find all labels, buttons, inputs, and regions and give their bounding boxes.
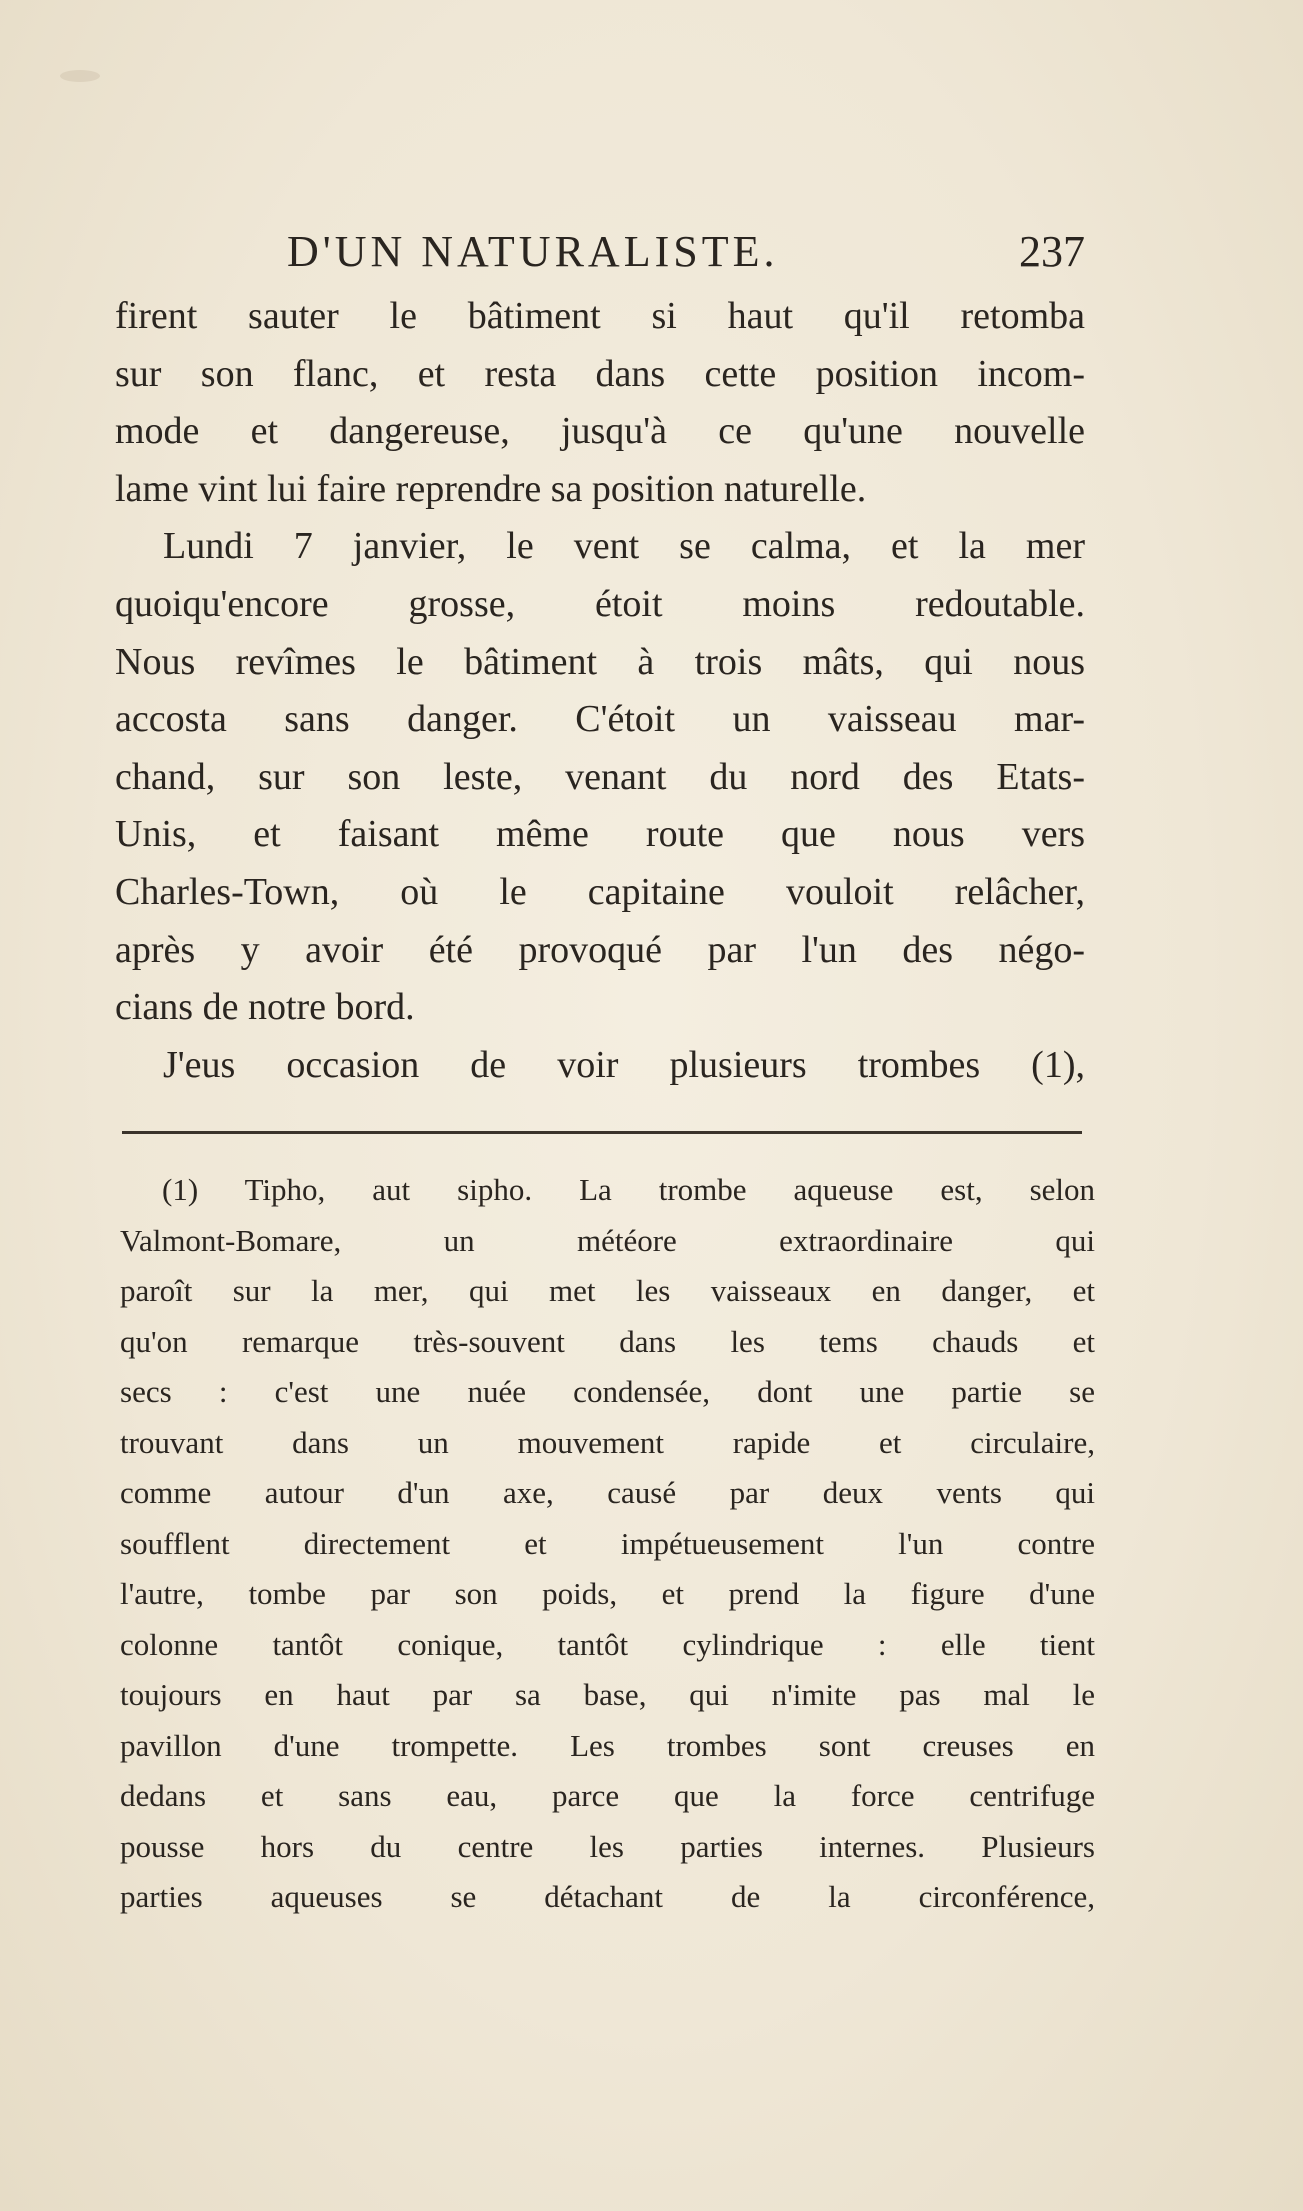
footnote (120, 1165, 1095, 1923)
body-line: mode et dangereuse, jusqu'à ce qu'une nouvelle (115, 410, 1085, 453)
body-line: J'eus occasion de voir plusieurs trombes (1), (163, 1043, 1085, 1086)
body-line: lame vint lui faire reprendre sa position naturelle. (115, 467, 867, 510)
paper-stain (60, 70, 100, 82)
footnote-line: soufflent directement et impétueusement l'un contre (120, 1525, 1095, 1561)
body-line: accosta sans danger. C'étoit un vaisseau mar- (115, 698, 1085, 741)
footnote-line: qu'on remarque très-souvent dans les tems chauds et (120, 1323, 1095, 1359)
footnote-separator-rule (122, 1131, 1082, 1134)
page-header (115, 222, 1085, 282)
body-line: sur son flanc, et resta dans cette position incom- (115, 352, 1085, 395)
footnote-line: comme autour d'un axe, causé par deux vents qui (120, 1475, 1095, 1510)
body-line: Nous revîmes le bâtiment à trois mâts, qui nous (115, 640, 1085, 683)
body-text (115, 288, 1085, 1094)
body-line: chand, sur son leste, venant du nord des Etats- (115, 755, 1085, 798)
page-number: 237 (1019, 227, 1085, 276)
body-line: après y avoir été provoqué par l'un des négo- (115, 928, 1085, 971)
footnote-line: l'autre, tombe par son poids, et prend la figure d'une (120, 1576, 1095, 1611)
footnote-line: pousse hors du centre les parties internes. Plusieurs (120, 1828, 1095, 1864)
footnote-line: parties aqueuses se détachant de la circonférence, (120, 1879, 1095, 1914)
body-line: cians de notre bord. (115, 986, 415, 1029)
body-line: quoiqu'encore grosse, étoit moins redoutable. (115, 582, 1085, 625)
body-line: Unis, et faisant même route que nous vers (115, 813, 1085, 856)
footnote-line: trouvant dans un mouvement rapide et circulaire, (120, 1424, 1095, 1460)
footnote-line: secs : c'est une nuée condensée, dont une partie se (120, 1374, 1095, 1409)
footnote-line: Valmont-Bomare, un météore extraordinaire qui (120, 1222, 1095, 1258)
footnote-line: pavillon d'une trompette. Les trombes sont creuses en (120, 1727, 1095, 1763)
body-line: Lundi 7 janvier, le vent se calma, et la mer (163, 525, 1085, 568)
footnote-line: paroît sur la mer, qui met les vaisseaux en danger, et (120, 1273, 1095, 1308)
footnote-line: dedans et sans eau, parce que la force centrifuge (120, 1778, 1095, 1813)
footnote-line: colonne tantôt conique, tantôt cylindrique : elle tient (120, 1626, 1095, 1662)
running-title: D'UN NATURALISTE. (287, 227, 779, 276)
body-line: Charles-Town, où le capitaine vouloit relâcher, (115, 870, 1085, 913)
body-line: firent sauter le bâtiment si haut qu'il retomba (115, 295, 1085, 337)
footnote-line: (1) Tipho, aut sipho. La trombe aqueuse est, selon (162, 1172, 1095, 1207)
footnote-line: toujours en haut par sa base, qui n'imite pas mal le (120, 1677, 1095, 1712)
